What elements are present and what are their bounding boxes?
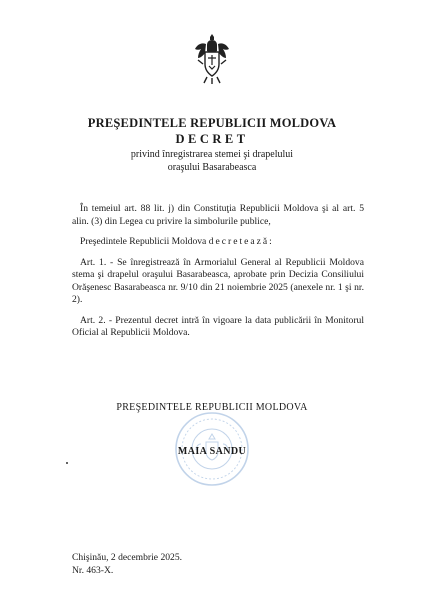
decree-subject bbox=[0, 149, 424, 174]
article-2-paragraph: Art. 2. - Prezentul decret intră în vigoare la data publicării în Monitorul Oficial al Republicii Moldova. bbox=[72, 314, 364, 338]
stray-mark bbox=[66, 462, 68, 464]
subject-line-2: oraşului Basarabeasca bbox=[167, 161, 257, 173]
decree-footer bbox=[72, 551, 182, 577]
coat-of-arms-icon bbox=[192, 30, 232, 86]
decree-intro-paragraph bbox=[72, 236, 364, 249]
document-type-title: DECRET bbox=[175, 132, 249, 146]
decree-number: Nr. 463-X. bbox=[72, 565, 114, 576]
decree-intro-suffix: : bbox=[269, 236, 272, 247]
decree-intro-prefix: Preşedintele Republicii Moldova bbox=[80, 236, 209, 247]
place-date: Chişinău, 2 decembrie 2025. bbox=[72, 552, 183, 563]
signature-title: PREŞEDINTELE REPUBLICII MOLDOVA bbox=[116, 402, 308, 413]
subject-line-1: privind înregistrarea stemei şi drapelului bbox=[130, 149, 294, 160]
issuer-heading: PREŞEDINTELE REPUBLICII MOLDOVA bbox=[87, 116, 337, 130]
signatory-name: MAIA SANDU bbox=[177, 446, 247, 457]
decree-body bbox=[72, 203, 364, 348]
preamble-paragraph: În temeiul art. 88 lit. j) din Constituţia Republicii Moldova şi al art. 5 alin. (3) din Legea cu privire la simbolurile publice, bbox=[72, 203, 364, 227]
decree-intro-verb: decretează bbox=[208, 236, 270, 247]
article-1-paragraph: Art. 1. - Se înregistrează în Armorialul General al Republicii Moldova stema şi drapelul oraşului Basarabeasca, aprobate prin Decizia Consiliului Orăşenesc Basarabeasca nr. 9/10 din 21 noiembrie 2025 (anexele nr. 1 şi nr. 2). bbox=[72, 256, 364, 305]
